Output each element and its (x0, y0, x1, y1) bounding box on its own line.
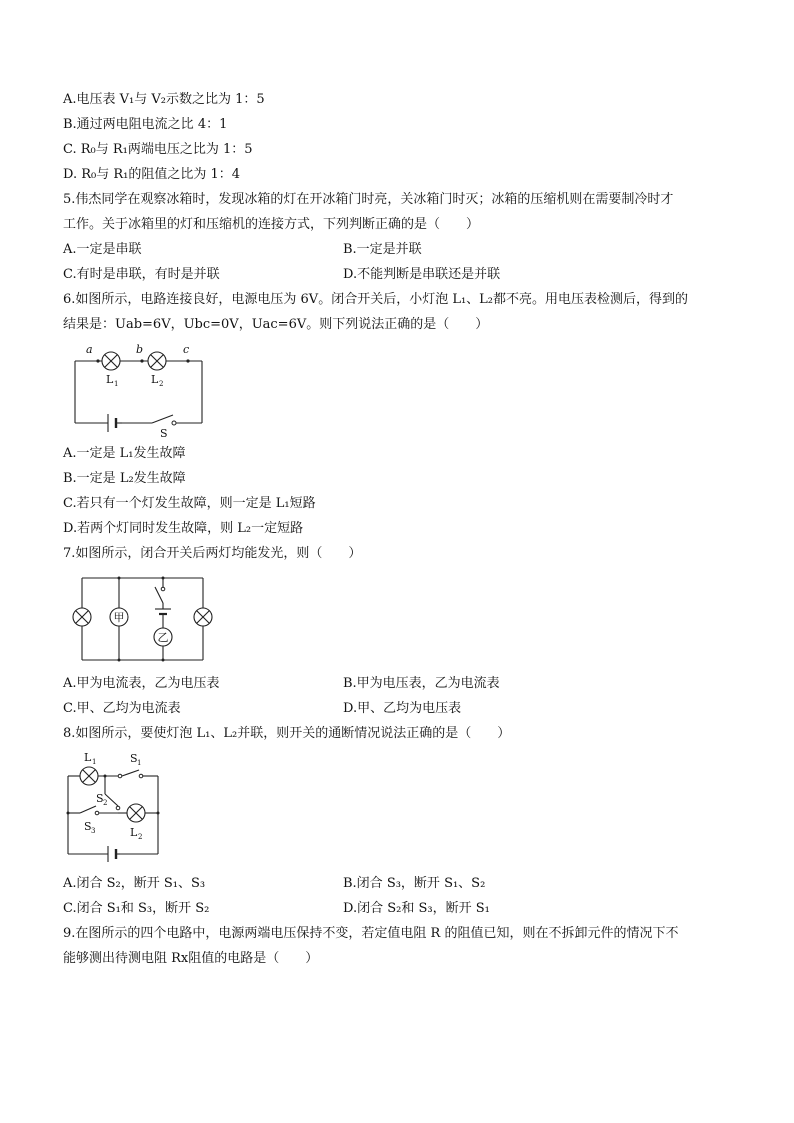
q9-stem-line2: 能够测出待测电阻 Rx阻值的电路是（ ） (63, 951, 319, 966)
q6-stem-line1: 6.如图所示，电路连接良好，电源电压为 6V。闭合开关后，小灯泡 L₁、L₂都不亮。用电压表检测后，得到的 (63, 292, 689, 307)
s1-label: S (130, 752, 138, 765)
meter-yi-label: 乙 (157, 631, 169, 644)
q8-stem: 8.如图所示，要使灯泡 L₁、L₂并联，则开关的通断情况说法正确的是（ ） (63, 726, 511, 741)
l1-subscript: 1 (114, 380, 119, 388)
q4-option-a: A.电压表 V₁与 V₂示数之比为 1：5 (63, 92, 265, 107)
s3-subscript: 3 (91, 827, 96, 835)
q6-option-c: C.若只有一个灯发生故障，则一定是 L₁短路 (63, 496, 316, 511)
lamp-l2-icon (148, 352, 166, 370)
q6-option-a: A.一定是 L₁发生故障 (63, 446, 186, 461)
q8-circuit-diagram (60, 750, 170, 862)
q4-option-d: D. R₀与 R₁的阻值之比为 1：4 (63, 167, 241, 182)
q6-option-b: B.一定是 L₂发生故障 (63, 471, 186, 486)
q5-stem-line1: 5.伟杰同学在观察冰箱时，发现冰箱的灯在开冰箱门时亮，关冰箱门时灭；冰箱的压缩机则在需要制冷时才 (63, 192, 674, 207)
q5-option-a: A.一定是串联 (63, 242, 142, 257)
right-lamp-icon (194, 608, 212, 626)
q4-option-b: B.通过两电阻电流之比 4：1 (63, 117, 228, 132)
q8-option-b: B.闭合 S₃，断开 S₁、S₂ (343, 876, 486, 891)
q7-option-d: D.甲、乙均为电压表 (343, 701, 462, 716)
q5-option-b: B.一定是并联 (343, 242, 422, 257)
q5-option-d: D.不能判断是串联还是并联 (343, 267, 501, 282)
q8-option-d: D.闭合 S₂和 S₃，断开 S₁ (343, 901, 490, 916)
q8-option-a: A.闭合 S₂，断开 S₁、S₃ (63, 876, 206, 891)
q8-option-c: C.闭合 S₁和 S₃，断开 S₂ (63, 901, 210, 916)
q9-stem-line1: 9.在图所示的四个电路中，电源两端电压保持不变，若定值电阻 R 的阻值已知，则在不拆卸元件的情况下不 (63, 926, 679, 941)
q5-stem-line2: 工作。关于冰箱里的灯和压缩机的连接方式，下列判断正确的是（ ） (63, 217, 480, 232)
q6-stem-line2: 结果是：Uab=6V，Ubc=0V，Uac=6V。则下列说法正确的是（ ） (63, 317, 489, 332)
s2-label: S (96, 792, 104, 805)
q7-circuit-diagram (66, 573, 226, 665)
l1-label: L (84, 751, 92, 764)
q6-circuit-diagram (70, 342, 210, 438)
point-b-label: b (136, 343, 144, 356)
q5-option-c: C.有时是串联，有时是并联 (63, 267, 220, 282)
meter-jia-label: 甲 (113, 611, 125, 624)
l2-subscript: 2 (159, 380, 164, 388)
switch-s-label: S (160, 427, 168, 440)
l2-label: L (130, 826, 138, 839)
point-c-label: c (183, 343, 190, 356)
q7-option-b: B.甲为电压表，乙为电流表 (343, 676, 500, 691)
l2-subscript: 2 (138, 833, 143, 841)
s1-subscript: 1 (137, 759, 142, 767)
s2-subscript: 2 (103, 799, 108, 807)
q7-stem: 7.如图所示，闭合开关后两灯均能发光，则（ ） (63, 546, 362, 561)
l1-label: L (106, 373, 114, 386)
q4-option-c: C. R₀与 R₁两端电压之比为 1：5 (63, 142, 253, 157)
lamp-l1-icon (102, 352, 120, 370)
q7-option-c: C.甲、乙均为电流表 (63, 701, 181, 716)
s3-label: S (84, 820, 92, 833)
left-lamp-icon (73, 608, 91, 626)
q6-option-d: D.若两个灯同时发生故障，则 L₂一定短路 (63, 521, 304, 536)
point-a-label: a (86, 343, 93, 356)
q7-option-a: A.甲为电流表，乙为电压表 (63, 676, 220, 691)
lamp-l2-icon (127, 804, 145, 822)
l1-subscript: 1 (92, 758, 97, 766)
lamp-l1-icon (80, 767, 98, 785)
l2-label: L (151, 373, 159, 386)
